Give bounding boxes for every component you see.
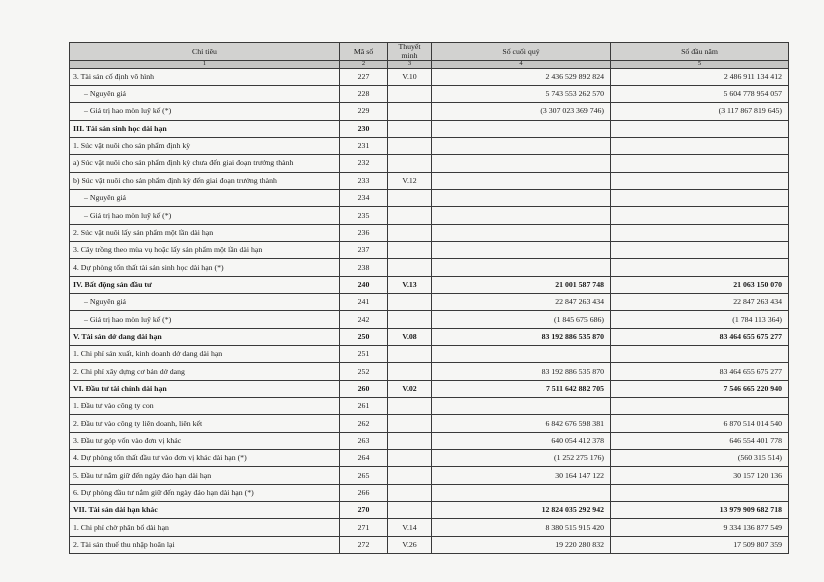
row-beginning-of-year-value bbox=[611, 346, 789, 363]
row-note bbox=[388, 467, 432, 484]
row-code: 229 bbox=[340, 103, 388, 120]
row-note bbox=[388, 432, 432, 449]
row-beginning-of-year-value: 83 464 655 675 277 bbox=[611, 363, 789, 380]
row-end-of-quarter-value: 22 847 263 434 bbox=[432, 293, 611, 310]
table-row bbox=[70, 172, 789, 189]
row-end-of-quarter-value bbox=[432, 172, 611, 189]
row-label: V. Tài sản dở dang dài hạn bbox=[70, 328, 340, 345]
row-note: V.13 bbox=[388, 276, 432, 293]
row-beginning-of-year-value bbox=[611, 189, 789, 206]
table-row bbox=[70, 155, 789, 172]
row-note bbox=[388, 259, 432, 276]
row-beginning-of-year-value: 2 486 911 134 412 bbox=[611, 68, 789, 85]
table-row bbox=[70, 363, 789, 380]
row-code: 260 bbox=[340, 380, 388, 397]
row-note: V.10 bbox=[388, 68, 432, 85]
row-label: 4. Dự phòng tổn thất đầu tư vào đơn vị khác dài hạn (*) bbox=[70, 450, 340, 467]
row-note bbox=[388, 346, 432, 363]
row-label: a) Súc vật nuôi cho sản phẩm định kỳ chưa đến giai đoạn trưởng thành bbox=[70, 155, 340, 172]
table-row bbox=[70, 398, 789, 415]
row-code: 227 bbox=[340, 68, 388, 85]
table-row bbox=[70, 502, 789, 519]
row-end-of-quarter-value bbox=[432, 224, 611, 241]
row-beginning-of-year-value: 21 063 150 070 bbox=[611, 276, 789, 293]
row-code: 230 bbox=[340, 120, 388, 137]
row-note bbox=[388, 484, 432, 501]
row-code: 264 bbox=[340, 450, 388, 467]
row-label: 2. Tài sản thuế thu nhập hoãn lại bbox=[70, 536, 340, 553]
table-row bbox=[70, 432, 789, 449]
table-row bbox=[70, 519, 789, 536]
row-label: 4. Dự phòng tổn thất tài sản sinh học dài hạn (*) bbox=[70, 259, 340, 276]
table-row bbox=[70, 68, 789, 85]
row-label: 2. Súc vật nuôi lấy sản phẩm một lần dài hạn bbox=[70, 224, 340, 241]
row-label: 3. Đầu tư góp vốn vào đơn vị khác bbox=[70, 432, 340, 449]
row-end-of-quarter-value bbox=[432, 259, 611, 276]
row-code: 265 bbox=[340, 467, 388, 484]
row-label: VII. Tài sản dài hạn khác bbox=[70, 502, 340, 519]
row-note bbox=[388, 415, 432, 432]
table-row bbox=[70, 311, 789, 328]
row-end-of-quarter-value bbox=[432, 120, 611, 137]
row-label: – Giá trị hao mòn luỹ kế (*) bbox=[70, 207, 340, 224]
row-note bbox=[388, 293, 432, 310]
row-beginning-of-year-value: 6 870 514 014 540 bbox=[611, 415, 789, 432]
row-code: 237 bbox=[340, 241, 388, 258]
row-note bbox=[388, 502, 432, 519]
row-code: 233 bbox=[340, 172, 388, 189]
row-beginning-of-year-value bbox=[611, 137, 789, 154]
row-end-of-quarter-value: 12 824 035 292 942 bbox=[432, 502, 611, 519]
row-end-of-quarter-value: 7 511 642 882 705 bbox=[432, 380, 611, 397]
table-header bbox=[70, 43, 789, 69]
table-row bbox=[70, 137, 789, 154]
row-beginning-of-year-value: 30 157 120 136 bbox=[611, 467, 789, 484]
row-end-of-quarter-value: 83 192 886 535 870 bbox=[432, 328, 611, 345]
row-note bbox=[388, 120, 432, 137]
row-code: 263 bbox=[340, 432, 388, 449]
header-indicator: Chỉ tiêu bbox=[70, 43, 340, 61]
row-note bbox=[388, 363, 432, 380]
row-code: 232 bbox=[340, 155, 388, 172]
row-note: V.26 bbox=[388, 536, 432, 553]
row-beginning-of-year-value bbox=[611, 241, 789, 258]
row-label: 1. Súc vật nuôi cho sản phẩm định kỳ bbox=[70, 137, 340, 154]
row-code: 240 bbox=[340, 276, 388, 293]
row-end-of-quarter-value bbox=[432, 398, 611, 415]
row-end-of-quarter-value bbox=[432, 137, 611, 154]
table-row bbox=[70, 103, 789, 120]
row-beginning-of-year-value bbox=[611, 398, 789, 415]
row-end-of-quarter-value bbox=[432, 207, 611, 224]
header-beginning-of-year: Số đầu năm bbox=[611, 43, 789, 61]
row-note bbox=[388, 155, 432, 172]
row-note bbox=[388, 103, 432, 120]
row-end-of-quarter-value: 5 743 553 262 570 bbox=[432, 85, 611, 102]
row-end-of-quarter-value: 19 220 280 832 bbox=[432, 536, 611, 553]
row-beginning-of-year-value: (3 117 867 819 645) bbox=[611, 103, 789, 120]
row-beginning-of-year-value: 83 464 655 675 277 bbox=[611, 328, 789, 345]
row-code: 251 bbox=[340, 346, 388, 363]
row-beginning-of-year-value bbox=[611, 155, 789, 172]
row-beginning-of-year-value bbox=[611, 172, 789, 189]
row-beginning-of-year-value bbox=[611, 484, 789, 501]
row-beginning-of-year-value: 9 334 136 877 549 bbox=[611, 519, 789, 536]
row-label: – Giá trị hao mòn luỹ kế (*) bbox=[70, 103, 340, 120]
header-col-number: 2 bbox=[340, 61, 388, 69]
row-beginning-of-year-value: 13 979 909 682 718 bbox=[611, 502, 789, 519]
row-end-of-quarter-value: 8 380 515 915 420 bbox=[432, 519, 611, 536]
table-row bbox=[70, 241, 789, 258]
row-end-of-quarter-value: (1 252 275 176) bbox=[432, 450, 611, 467]
table-row bbox=[70, 484, 789, 501]
row-beginning-of-year-value: 17 509 807 359 bbox=[611, 536, 789, 553]
row-end-of-quarter-value bbox=[432, 189, 611, 206]
header-col-number: 5 bbox=[611, 61, 789, 69]
row-note: V.12 bbox=[388, 172, 432, 189]
header-col-number: 4 bbox=[432, 61, 611, 69]
row-beginning-of-year-value bbox=[611, 120, 789, 137]
row-code: 235 bbox=[340, 207, 388, 224]
row-code: 241 bbox=[340, 293, 388, 310]
table-row bbox=[70, 293, 789, 310]
row-end-of-quarter-value bbox=[432, 484, 611, 501]
row-code: 270 bbox=[340, 502, 388, 519]
row-end-of-quarter-value: 2 436 529 892 824 bbox=[432, 68, 611, 85]
row-beginning-of-year-value bbox=[611, 207, 789, 224]
row-code: 228 bbox=[340, 85, 388, 102]
table-row bbox=[70, 467, 789, 484]
row-note bbox=[388, 85, 432, 102]
table-row bbox=[70, 120, 789, 137]
row-label: 1. Đầu tư vào công ty con bbox=[70, 398, 340, 415]
table-row bbox=[70, 328, 789, 345]
row-label: 1. Chi phí sản xuất, kinh doanh dở dang dài hạn bbox=[70, 346, 340, 363]
row-end-of-quarter-value bbox=[432, 241, 611, 258]
row-note bbox=[388, 207, 432, 224]
table-row bbox=[70, 415, 789, 432]
row-code: 242 bbox=[340, 311, 388, 328]
row-label: 2. Chi phí xây dựng cơ bản dở dang bbox=[70, 363, 340, 380]
row-end-of-quarter-value bbox=[432, 346, 611, 363]
row-beginning-of-year-value: (560 315 514) bbox=[611, 450, 789, 467]
row-beginning-of-year-value bbox=[611, 224, 789, 241]
row-label: – Nguyên giá bbox=[70, 85, 340, 102]
row-note bbox=[388, 224, 432, 241]
row-code: 262 bbox=[340, 415, 388, 432]
row-beginning-of-year-value: 5 604 778 954 057 bbox=[611, 85, 789, 102]
table-row bbox=[70, 207, 789, 224]
header-end-of-quarter: Số cuối quý bbox=[432, 43, 611, 61]
row-note: V.02 bbox=[388, 380, 432, 397]
row-end-of-quarter-value: 83 192 886 535 870 bbox=[432, 363, 611, 380]
row-note bbox=[388, 398, 432, 415]
row-label: 1. Chi phí chờ phân bổ dài hạn bbox=[70, 519, 340, 536]
row-beginning-of-year-value: 22 847 263 434 bbox=[611, 293, 789, 310]
row-label: 2. Đầu tư vào công ty liên doanh, liên kết bbox=[70, 415, 340, 432]
table-row bbox=[70, 536, 789, 553]
row-label: VI. Đầu tư tài chính dài hạn bbox=[70, 380, 340, 397]
header-col-number: 1 bbox=[70, 61, 340, 69]
row-note bbox=[388, 189, 432, 206]
row-label: b) Súc vật nuôi cho sản phẩm định kỳ đến giai đoạn trưởng thành bbox=[70, 172, 340, 189]
row-beginning-of-year-value: 646 554 401 778 bbox=[611, 432, 789, 449]
row-note bbox=[388, 311, 432, 328]
row-end-of-quarter-value: 30 164 147 122 bbox=[432, 467, 611, 484]
row-note bbox=[388, 137, 432, 154]
row-code: 272 bbox=[340, 536, 388, 553]
balance-sheet-table bbox=[69, 42, 789, 554]
row-code: 231 bbox=[340, 137, 388, 154]
row-beginning-of-year-value: (1 784 113 364) bbox=[611, 311, 789, 328]
row-code: 238 bbox=[340, 259, 388, 276]
row-code: 261 bbox=[340, 398, 388, 415]
table-row bbox=[70, 380, 789, 397]
row-label: IV. Bất động sản đầu tư bbox=[70, 276, 340, 293]
table-row bbox=[70, 450, 789, 467]
row-end-of-quarter-value: (3 307 023 369 746) bbox=[432, 103, 611, 120]
row-code: 234 bbox=[340, 189, 388, 206]
table-row bbox=[70, 224, 789, 241]
row-label: 3. Tài sản cố định vô hình bbox=[70, 68, 340, 85]
row-code: 252 bbox=[340, 363, 388, 380]
table-row bbox=[70, 189, 789, 206]
table-row bbox=[70, 346, 789, 363]
row-label: 6. Dự phòng đầu tư nắm giữ đến ngày đáo hạn dài hạn (*) bbox=[70, 484, 340, 501]
row-label: – Giá trị hao mòn luỹ kế (*) bbox=[70, 311, 340, 328]
row-end-of-quarter-value: (1 845 675 686) bbox=[432, 311, 611, 328]
row-note bbox=[388, 450, 432, 467]
row-end-of-quarter-value: 640 054 412 378 bbox=[432, 432, 611, 449]
row-label: III. Tài sản sinh học dài hạn bbox=[70, 120, 340, 137]
table-body bbox=[70, 68, 789, 554]
table-row bbox=[70, 276, 789, 293]
row-beginning-of-year-value bbox=[611, 259, 789, 276]
header-col-number: 3 bbox=[388, 61, 432, 69]
header-code: Mã số bbox=[340, 43, 388, 61]
row-beginning-of-year-value: 7 546 665 220 940 bbox=[611, 380, 789, 397]
table-row bbox=[70, 85, 789, 102]
row-note: V.14 bbox=[388, 519, 432, 536]
row-label: 5. Đầu tư nắm giữ đến ngày đáo hạn dài hạn bbox=[70, 467, 340, 484]
row-code: 250 bbox=[340, 328, 388, 345]
row-note bbox=[388, 241, 432, 258]
row-end-of-quarter-value: 21 001 587 748 bbox=[432, 276, 611, 293]
row-end-of-quarter-value: 6 842 676 598 381 bbox=[432, 415, 611, 432]
row-note: V.08 bbox=[388, 328, 432, 345]
row-label: – Nguyên giá bbox=[70, 293, 340, 310]
row-end-of-quarter-value bbox=[432, 155, 611, 172]
row-label: – Nguyên giá bbox=[70, 189, 340, 206]
row-code: 236 bbox=[340, 224, 388, 241]
row-label: 3. Cây trồng theo mùa vụ hoặc lấy sản phẩm một lần dài hạn bbox=[70, 241, 340, 258]
header-note: Thuyết minh bbox=[388, 43, 432, 61]
row-code: 271 bbox=[340, 519, 388, 536]
row-code: 266 bbox=[340, 484, 388, 501]
table-row bbox=[70, 259, 789, 276]
